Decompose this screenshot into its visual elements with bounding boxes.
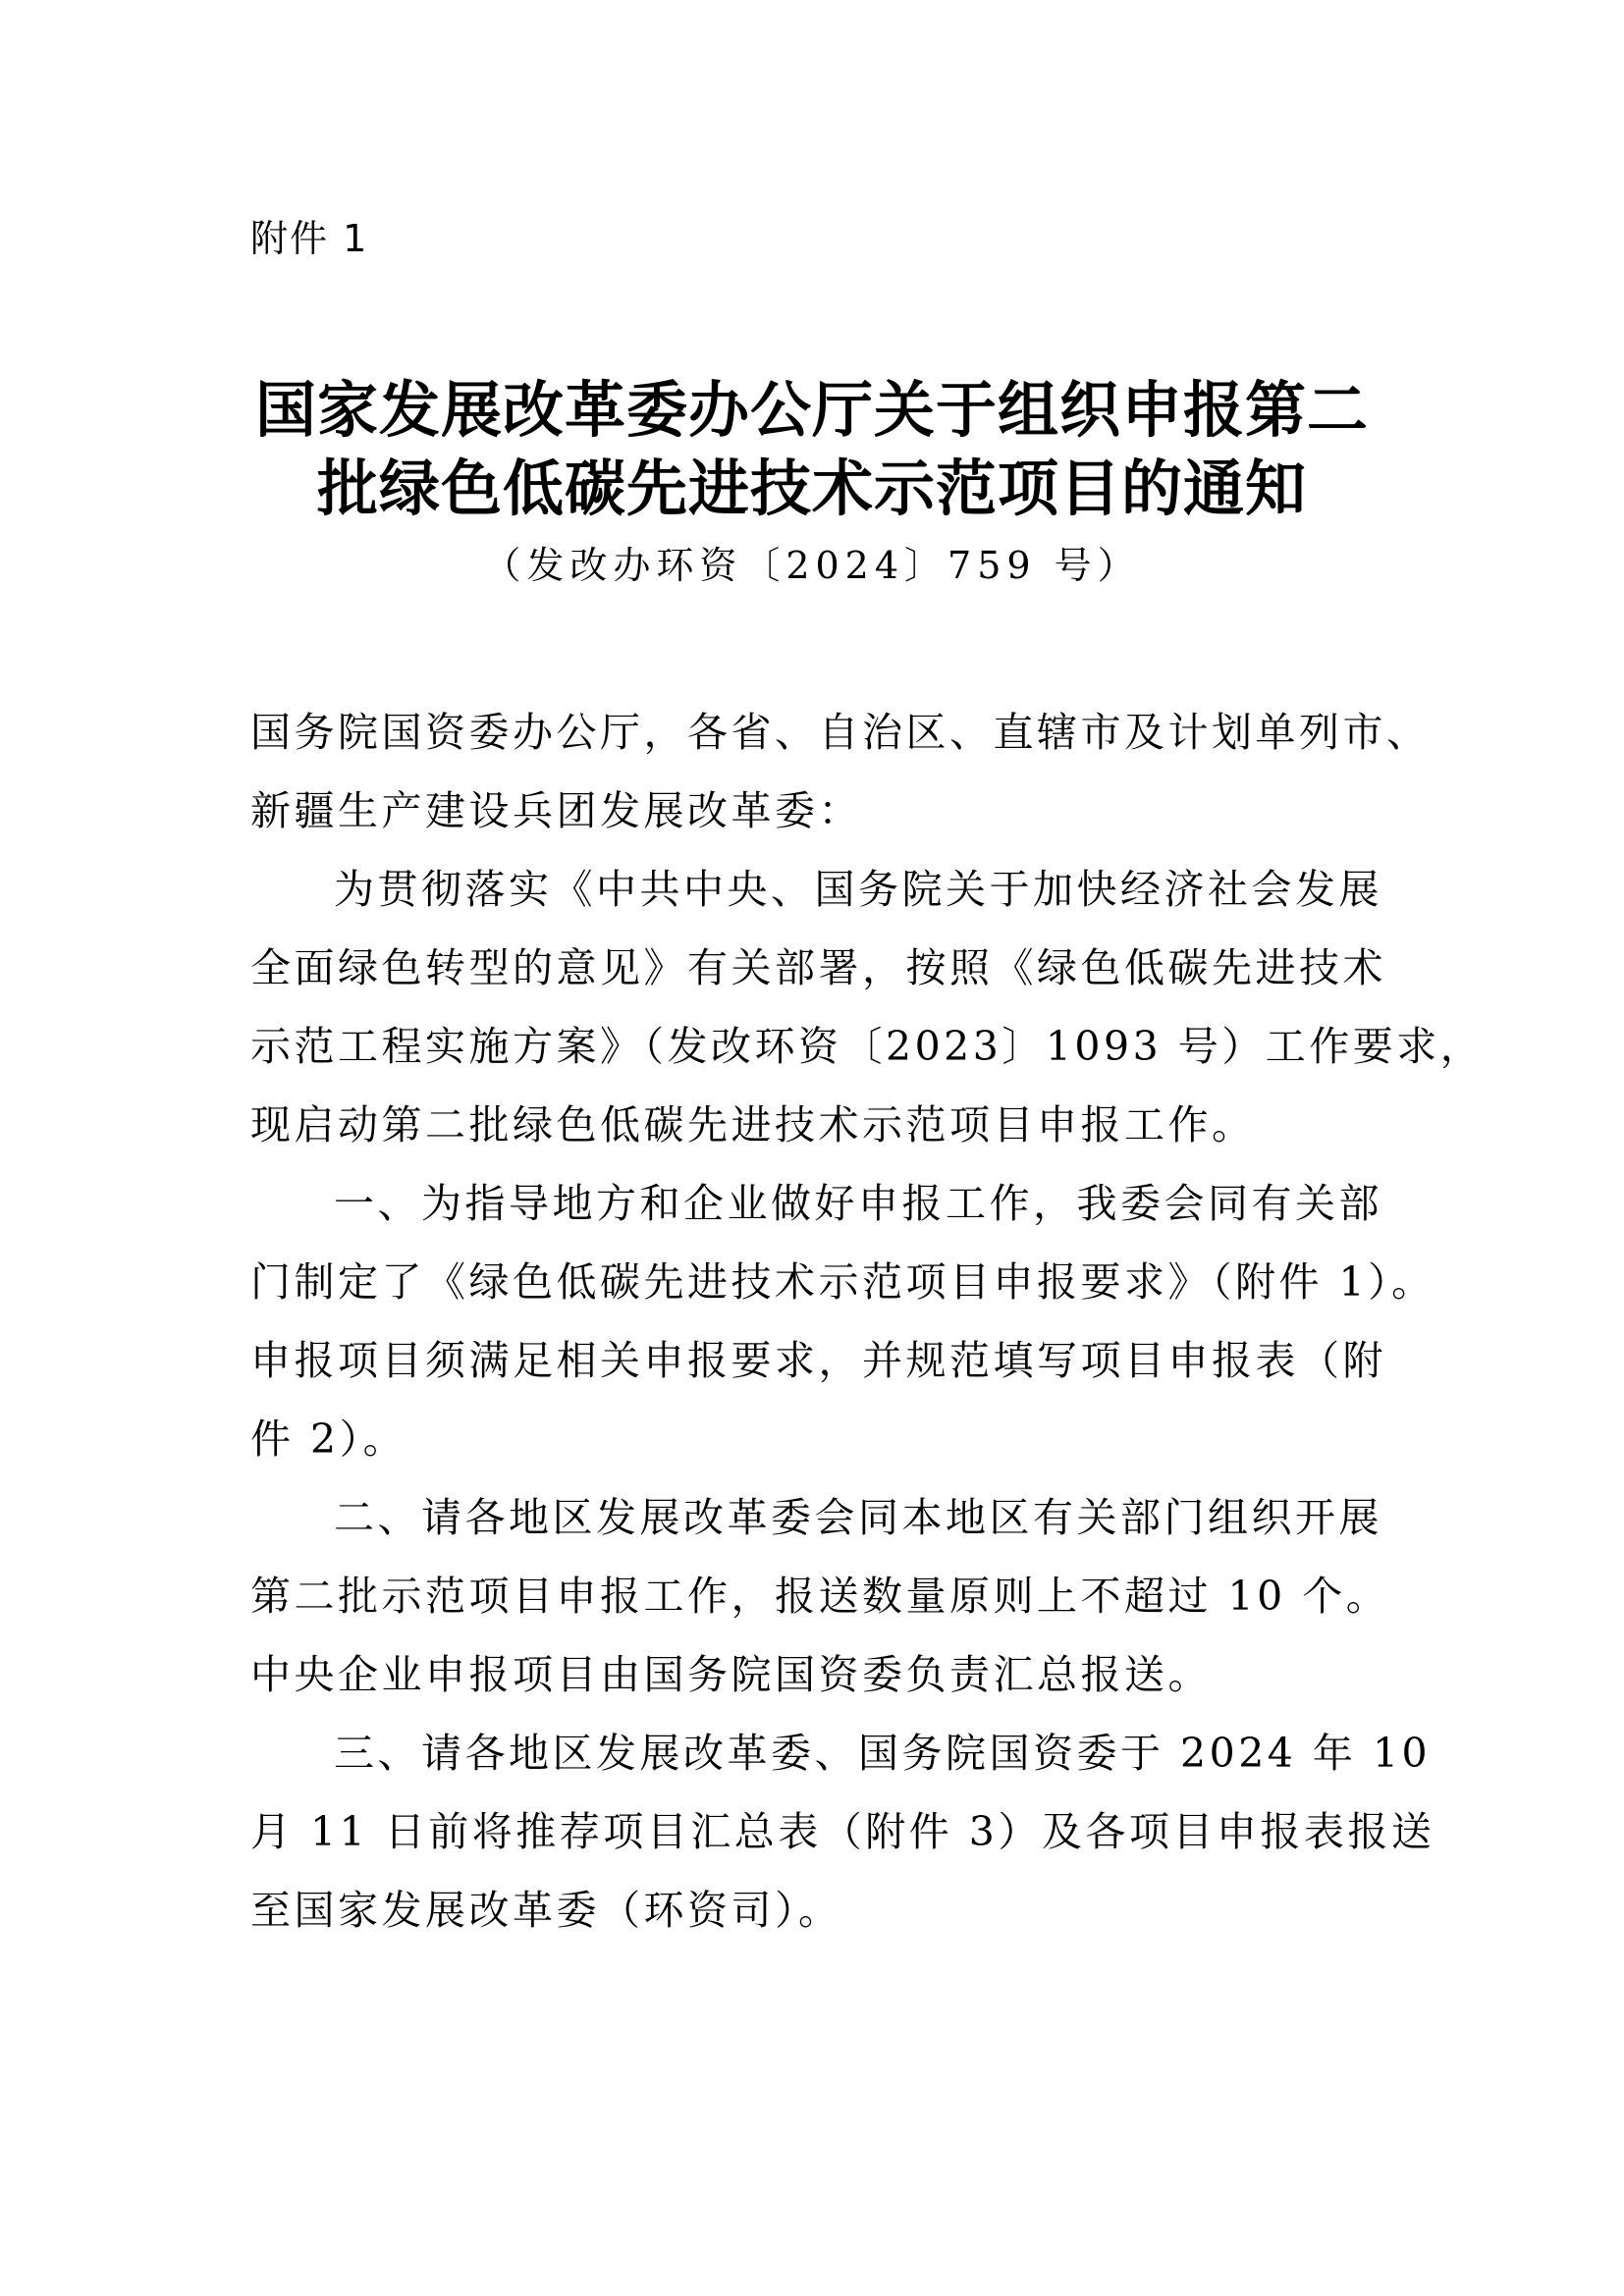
paragraph-intro-line: 全面绿色转型的意见》有关部署，按照《绿色低碳先进技术 <box>250 944 1386 991</box>
salutation-line: 新疆生产建设兵团发展改革委： <box>250 787 862 834</box>
salutation-line: 国务院国资委办公厅，各省、自治区、直辖市及计划单列市、 <box>250 709 1431 756</box>
paragraph-item-1-line: 门制定了《绿色低碳先进技术示范项目申报要求》（附件 1）。 <box>250 1258 1435 1306</box>
paragraph-intro-line: 现启动第二批绿色低碳先进技术示范项目申报工作。 <box>250 1101 1256 1148</box>
paragraph-item-3-line: 月 11 日前将推荐项目汇总表（附件 3）及各项目申报表报送 <box>250 1808 1435 1855</box>
document-title-line-1: 国家发展改革委办公厅关于组织申报第二 <box>254 374 1369 446</box>
paragraph-item-2-line: 第二批示范项目申报工作，报送数量原则上不超过 10 个。 <box>250 1573 1390 1620</box>
document-number: （发改办环资〔2024〕759 号） <box>483 544 1141 587</box>
paragraph-item-1-line: 一、为指导地方和企业做好申报工作，我委会同有关部 <box>334 1180 1382 1227</box>
paragraph-item-2-line: 中央企业申报项目由国务院国资委负责汇总报送。 <box>250 1651 1212 1698</box>
attachment-label: 附件 1 <box>250 217 369 260</box>
paragraph-item-1-line: 件 2）。 <box>250 1415 407 1463</box>
paragraph-item-1-line: 申报项目须满足相关申报要求，并规范填写项目申报表（附 <box>250 1337 1386 1384</box>
paragraph-intro-line: 为贯彻落实《中共中央、国务院关于加快经济社会发展 <box>334 866 1382 913</box>
document-title-line-2: 批绿色低碳先进技术示范项目的通知 <box>316 453 1307 524</box>
paragraph-item-2-line: 二、请各地区发展改革委会同本地区有关部门组织开展 <box>334 1494 1382 1541</box>
paragraph-item-3-line: 至国家发展改革委（环资司）。 <box>250 1887 842 1934</box>
paragraph-intro-line: 示范工程实施方案》（发改环资〔2023〕1093 号）工作要求， <box>250 1023 1485 1070</box>
paragraph-item-3-line: 三、请各地区发展改革委、国务院国资委于 2024 年 10 <box>334 1730 1432 1777</box>
